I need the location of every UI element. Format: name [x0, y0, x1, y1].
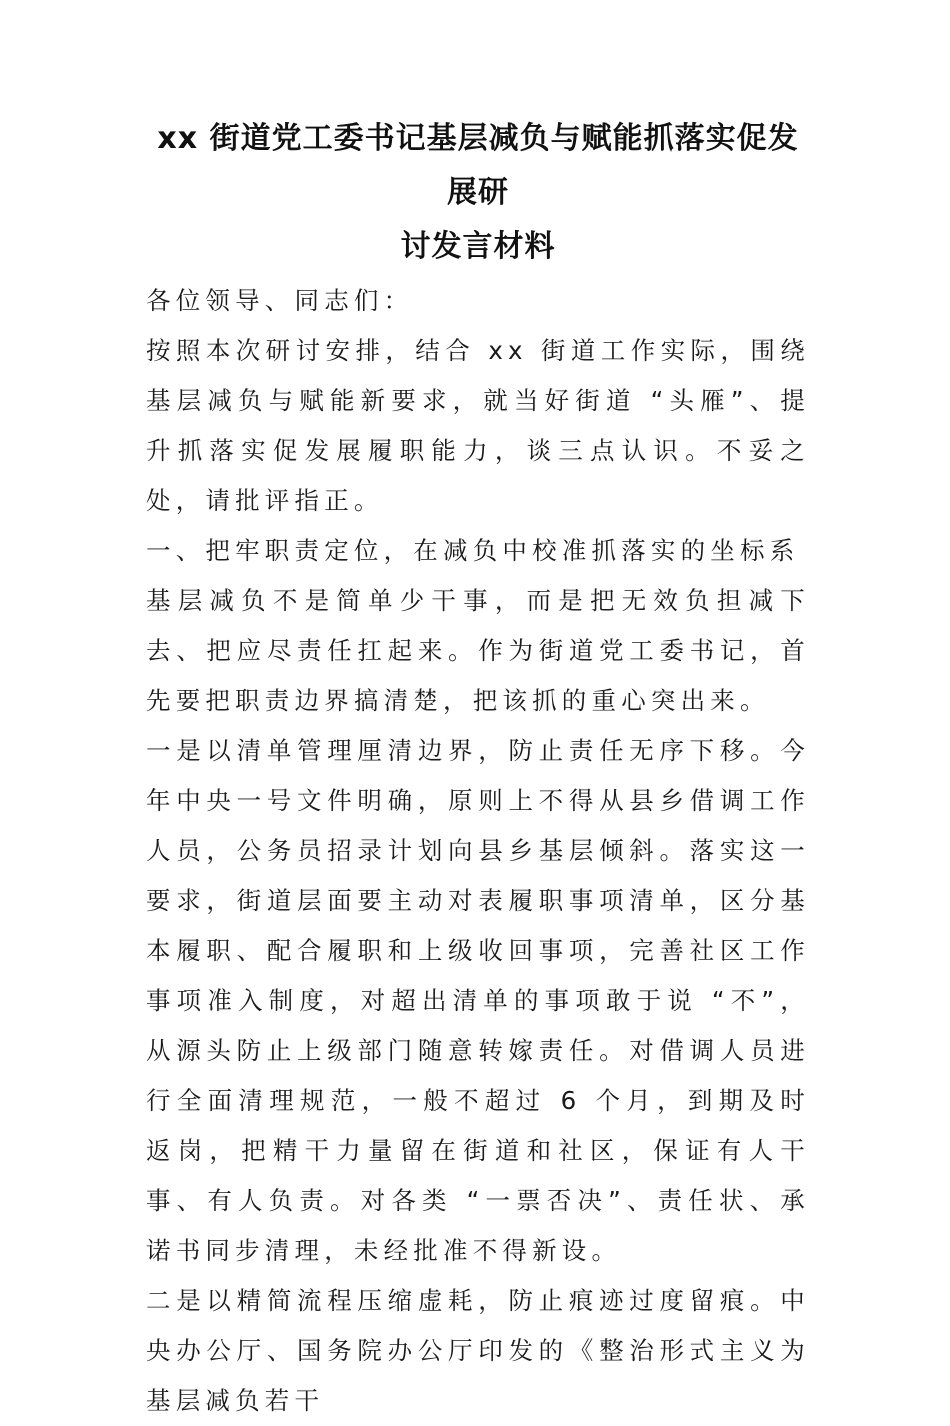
section-1-paragraph-1: 基层减负不是简单少干事，而是把无效负担减下去、把应尽责任扛起来。作为街道党工委书记，首先要把职责边界搞清楚，把该抓的重心突出来。 [146, 586, 810, 715]
salutation: 各位领导、同志们： [146, 286, 414, 315]
section-1-heading: 一、把牢职责定位，在减负中校准抓落实的坐标系 [146, 536, 800, 565]
title-line-2: 讨发言材料 [400, 229, 556, 264]
section-1-paragraph-2: 一是以清单管理厘清边界，防止责任无序下移。今年中央一号文件明确，原则上不得从县乡借调工作人员，公务员招录计划向县乡基层倾斜。落实这一要求，街道层面要主动对表履职事项清单，区分基本履职、配合履职和上级收回事项，完善社区工作事项准入制度，对超出清单的事项敢于说 “不”，从源头防止上级部门随意转嫁责任。对借调人员进行全面清理规范，一般不超过 6 个月，到期及时返岗，把精干力量留在街道和社区，保证有人干事、有人负责。对各类 “一票否决”、责任状、承诺书同步清理，未经批准不得新设。 [146, 736, 810, 1265]
intro-paragraph: 按照本次研讨安排，结合 xx 街道工作实际，围绕基层减负与赋能新要求，就当好街道 “头雁”、提升抓落实促发展履职能力，谈三点认识。不妥之处，请批评指正。 [146, 336, 810, 515]
section-1-paragraph-3: 二是以精简流程压缩虚耗，防止痕迹过度留痕。中央办公厅、国务院办公厅印发的《整治形式主义为基层减负若干 [146, 1286, 810, 1415]
document-title [146, 112, 810, 274]
title-line-1: xx 街道党工委书记基层减负与赋能抓落实促发展研 [157, 121, 799, 210]
